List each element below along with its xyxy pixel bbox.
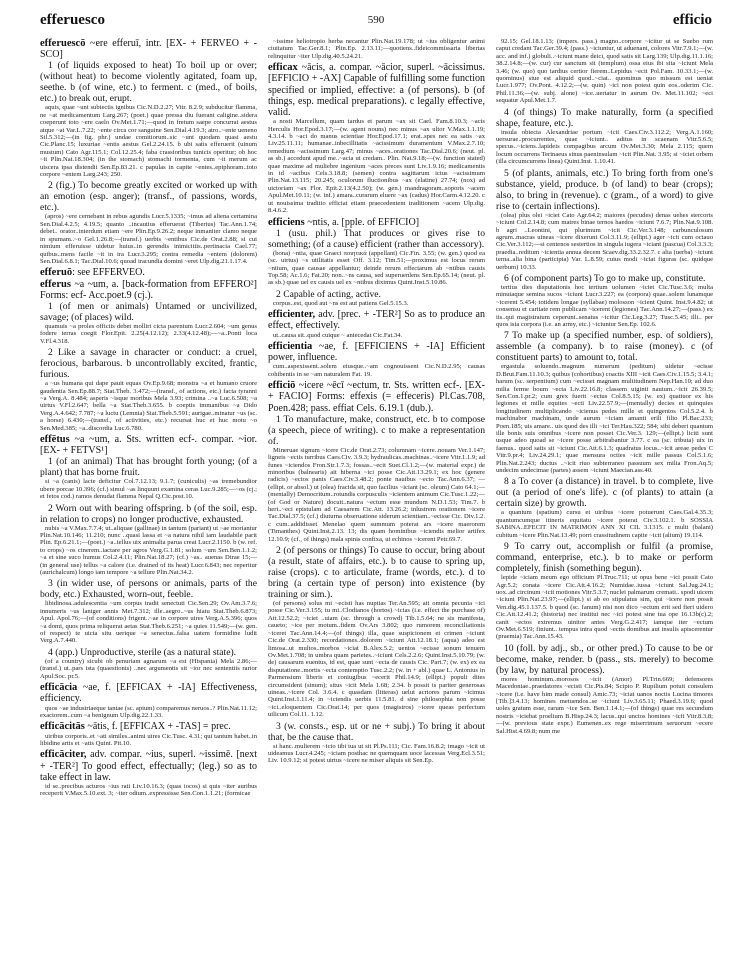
citations: a nosti Marcellum, quam tardus et parum ~ax sit Cael. Fam.8.10.3; ~acis Herculis Hor.Epod.3.17;—(w. agent nouns) nec minus ~ax ultor V.Max.1.1.19; 4.3.14. b ~aci do manus scientiae Hor.Epod.17.1; erat..spes nec ea satis ~ax Liv.25.11.11; humanae..inbecillitatis ~acissimum duramentum V.Max.2.7.10; remedium ~acissimum Larg.47; minus ~aces..orationes Tac.Dial.20.6; (neut. pl. as sb.) accedunt apud me..~acia ut credam.. Plin. Nat.9.18;—(w. function stated) quae maxime ad muliebre ingenium ~aces preces sunt Liv.1.9.16; medicamentis in id ~acibus Cels.3.18.8; (semen) contra sagittarum ictus ~acissimum Plin.Nat.13.115; 20.245; oculorum fluctionibus ~ax (elatine) 27.74; (nox) ad uictoriam ~ax Flor. Epit.2.13(4.2.50); (w. gen.) mandragoram..soporis ~acem Apul.Met.10.11; (w. inf.) amara..curarum eluere ~ax (cadus) Hor.Carm.4.12.20. c ut nouissima traditio efficiat etiam praecedentem traditionem ~acem Ulp.dig. 8.4.6.2. — [268, 118, 485, 215]
entry-headword-line — [40, 434, 257, 456]
citations: (bona) ~ntia, quae Graeci ποιητικά (appellant) Cic.Fin. 3.55; (w. gen.) quod ea (sc. uirtus) ~s utilitatis esset Off. 3.12; Tim.51;—proximus est locus rerum ~ntium, quae causae appellantur; deinde rerum effectarum ab ~ntibus causis Top.58; Ac.1.6; Fat.20; non..~ns causa, sed superuenlens Sen.Ep.65.14; (neut. pl. as sb.) quae uel ex causis uel ex ~ntibus diximus Quint.Inst.5.10.86. — [268, 249, 485, 287]
citations: libidinosa..adulescentia ~um corpus tradit senectuti Cic.Sen.29; Ov.Am.3.7.6; innumeris ~us laniger annis Met.7.312; ille..aegro..~us hiatu Stat.Theb.6.873; Apul. Apol.76;—(of conditions) frigent..~ae in corpore uires Verg.A.5.396; quos ~a domi, quos prima reliquerat aetas Stat.Theb.6.251; ~a quies 11.549;—(w. gen. of respect) te uicta situ uerique ~a senectus..falsa uatem formidine ludit Verg.A.7.440. — [40, 600, 257, 645]
lemma: efferus — [40, 278, 71, 290]
citations: 92.15; Gel.18.1.13; (impers. pass.) magno..corpore ~icitur ut se Suebo rum caput credant Tac.Ger.39.4; (pass.) ~iciuntur, ut aduenant, colores Vitr.7.9.1;—(w. acc. and inf.) globuli..~iciunt mane deici, quod satis sit Larg.139; Ulp.dig.11.1.16; 38.2.14.8;—(w. cur) cur sanctum sit (templum) ossa eius ibi sita ~iciunt Mela 3.46; (w. quo) quo tardius certior fierem..Lepidus ~ecit Pol.Fam. 10.33.1;—(w. quominus) siue est aliquid quod..~ciat.. quominus quo missum est ueniat Lucr.1.977; Ov.Pont. 4.12.2;—(w. quin) ~ici non potest quin eos..oderim Cic. Phil.11.36;—(w. subj. alone) ~ice..uertatur in aurum Ov. Met.11.102; ~eci sequatur Apul.Met.1.7. — [496, 38, 713, 105]
entry-etymology: ~ātis, f. [EFFICAX + -TAS] = prec. — [84, 721, 231, 733]
sense-definition: 7 To make up (a specified number, esp. of soldiers), assemble (a company). b to raise (money). c (of constituent parts) to amount to, total. — [496, 330, 713, 364]
running-header — [40, 12, 712, 32]
entry-headword-line — [40, 749, 257, 783]
citations: cum..aspexissent..solem eiusque..~am cognouissent Cic.N.D.2.95; causas cohibentis in se ~am naturalem Fat. 19. — [268, 363, 485, 378]
sense-definition: 1 (of liquids exposed to heat) To boil up or over; (without heat) to become violently agitated, foam up, seethe. b (of wine, etc.) to ferment. c (med., of boils, etc.) to break out, erupt. — [40, 60, 257, 105]
citations: (of a country) sicubi ob penuriam agnarum ~a est (Hispania) Mela 2.86;—(transf.) ut..pars ista (quaestionis) ..nec argumentis sit ~ior nec sententiis rarior Apul.Soc. pr.5. — [40, 657, 257, 680]
sense-definition: 5 (of plants, animals, etc.) To bring forth from one's substance, yield, produce. b (of land) to bear (crops); also, to bring in (revenue). c (gram., of a word) to give rise to (certain inflections). — [496, 167, 713, 212]
citations: uiribus corporis..et ~ati similes..animi uires Cic.Tusc. 4.31; qui tantum habet..in libidine artis et ~atis Quint. Pit.10. — [40, 732, 257, 747]
sense-definition: 2 (fig.) To become greatly excited or worked up with an emotion (esp. anger); (transf., of passions, words, etc.). — [40, 180, 257, 214]
citations: ergastula soluendo..magnum numerum (peditum) uidetur ~ecisse D.Brut.Fam.11.10.3; quibus (cohortibus) coactis XIII ~icit Caes.Civ.1.15.5; 3.4.1; harum (sc. serpentium) cum ~ecisset magnam multitudinem Nep.Han.10; ad duo milia ferme boum ~ecta Liv.22.16.8; classem uiginti nauium..~icit 26.39.5; Sen.Con.1.pr.2; cum grex fuerit ~ectus Col.8.5.15; (w. ex) quattuor ex his legiones et mille equites ~ecti Liv.22.57.9;—(mentally) decies et quinquies longitudinem multiplicando ~icienus pedes mille et quingentos Col.5.2.4. b machinabor machinam, unde aurum ~iciam amanti erili filio Pl.Bac.233; Poen.185; uis amare.. uis quod des illi ~ici Ter.Hau.322; 584; sibi deberi quantum ille bonis suis omnibus ~icere non posset Cic.Ver.3. 129;—(ellipt.) liciti sunt usque adeo quoad se ~icere posse arbitrabantur 3.77. c ea (sc. tributa) uix in faenus.. quod satis sit ~iciunt Cic.Att.6.1.3; quadratus locus..~icit areae pedes C Vitr.9.pr.4; Liv.24.29.1; quae mensura octies ~icit mille passus Col.5.1.6; Plin.Nat.2.243; ductus ..~icit riuo subterraneo passuum sex milia Fron.Aq.5; undecim undecimae (partes) assem ~iciunt Maecian.ass.40. — [496, 363, 713, 475]
lemma: efficāciter, — [40, 749, 87, 761]
entry-headword-line — [268, 341, 485, 363]
citations: si ~a (canis) lacte deficitur Col.7.12.13; 9.1.7; (cuniculis) ~as tremebundior ubere porcae 10.396; (cf.) simul ~as linquunt examina ceras Luc.9.285;—~os (cj.; et fetos cod.) ramos denudat flamma Nepal Q.Cic.post.10. — [40, 478, 257, 501]
citations: nubis ~a V.Max.7.7.4; ut..aliquae (gallinae) in tantum (pariant) ut ~ae moriantur Plin.Nat.10.146; 11.210; nunc ..quasi lassa et ~a natura nihil iam laudabile parit Plin. Ep.6.21.1;—(poet.) ~a..tellus uix animalia parua creat Lucr.2.1150. b (w. ref. to crops) ~os cinerem..iactare per agros Verg.G.1.81; solum ~um Sen.Ben.1.1.2; ~a et sine suco humus Col.2.4.11; Plin.Nat.18.27; (cf.) ~as.. auenas Dirae 15;—(in general use) tellus ~a calore (i.e. drained of its heat) Lucr.6.843; nec reperitur (aurichalcum) longo iam tempore ~a tellure Plin.Nat.34.2. — [40, 524, 257, 577]
lemma: efferuō — [40, 267, 73, 279]
sense-definition: 2 Worn out with bearing offspring. b (of the soil, esp. in relation to crops) no longer productive, exhausted. — [40, 502, 257, 525]
lemma: efficax — [268, 62, 298, 74]
entry-headword-line — [268, 217, 485, 228]
citations: (olea) plus olei ~iciet Cato Agr.64.2; maiores (pecudes) denas uehes stercoris ~iciunt Col.2.14.8; cum matres binae ternos haedos ~iciunt 7.6.7; Plin.Nat.9.108. b agri ..Leontini, qui plurimum ~icit Cic.Ver.3.148; carbunculosum agrum..macras uineas ~icere dixerunt Col.3.11.9; (ellipt.) ager ~icit cum octauo Cic.Ver.3.112;—si centenos sestertios in singula iugera ~iciant (pascua) Col.3.3.3; praedia..reditum ~icientia annua decem Scaev.dig.33.2.32.7. c alia (uerba) ~iciunt terna..alia bina (participia) Var. L.8.59; cuius modi ~iciat figuras (sc. quidque uerbum) 10.33. — [496, 211, 713, 271]
sense-definition: 4 (of things) To make naturally, form (a specified shape, feature, etc.). — [496, 106, 713, 129]
sense-definition: 2 Like a savage in character or conduct: a cruel, ferocious, barbarous. b uncontrollably excited, frantic, furious. — [40, 347, 257, 381]
entry-etymology: ~a ~um, a. Sts. written ecf-. compar. ~ior. [EX- + FETVS¹] — [40, 433, 257, 457]
lemma: efficiō — [268, 380, 296, 392]
entry-etymology: ~ācis, a. compar. ~ācior, superl. ~ācissimus. [EFFICIO + -AX] Capable of fulfilling some function specified or implied, effective: a (of persons). b (of things, esp. medical preparations). c legally effective, valid. — [268, 62, 485, 119]
column-3 — [496, 38, 713, 958]
citations: lepide ~iciam meum ego officium Pl.Truc.711; ut opus bene ~ici possit Cato Agr.5.2; conata ~icere Cic.Att.4.16.2; Numidae..iussa ~iciunt Sal.Jug.24.1; uox..ad circinum ~icit motiones Vitr.5.3.7; nuclei palmarum cremati.. spodi uicem ~iciunt Plin.Nat.23.97;—(ellipt.) si ab eo stipulatus sim, qui ~icere non possit Ven.dig.45.1.137.5. b quod (sc. fanum) nisi non dico ~ectum erit sed fieri uidero Cic.Att.12.41.2; (historia) nec institui nec ~ici potest sine tua ope 16.13b(c).2; canit ~ectos extremus uinitor antes Verg.G.2.417; iamque iter ~ectum Ov.Met.6.519; finiunt.. tempus intra quod ~ectis domibus aut insulis apiscerentur (praemia) Tac.Ann.15.43. — [496, 574, 713, 641]
entry-headword-line — [40, 38, 257, 60]
lemma: efficientia — [268, 340, 313, 352]
entry-etymology: ~ntis, a. [pple. of EFFICIO] — [304, 216, 420, 228]
lemma: efferuescō — [40, 38, 86, 49]
entry-etymology: ~a ~um, a. [back-formation from EFFERO²] Forms: ecf- Acc.poet.9 (cj.). — [40, 278, 257, 301]
citations: quamuis ~a proles officiis debet molliri cicta parentum Lucr.2.604; ~um genus fodere terras coegit Flor.Epit. 2.25(4.12.12); 2.33(4.12.48);—~a..Ponti loca V.Fl.4.318. — [40, 322, 257, 345]
entry-headword-line — [268, 309, 485, 331]
column-1 — [40, 38, 257, 958]
left-guide-word: efferuesco — [40, 12, 105, 28]
citations: id se..precibus acturos ~ius rati Liv.10.16.3; (quas iocos) si quis ~iter auribus receperit V.Max.5.10.ext. 3; ~iter odium..expressisse Sen.Con.1.1.21; (formicae — [40, 782, 257, 798]
citations: Mineruae signum ~icere Cic.de Orat.2.73; columnam ~icere..nouam Ver.1.147; ligneis ~ectis turribus Caes.Civ. 3.9.3; hydraulicas..machinas..~icere Vitr.1.1.9; ad funes ~iciendos Fron.Str.1.7.3; fossas..~ecit Suet.Cl.1.2;—(w. material expr.) de minoribus (balnearis) ait hiberna ~ici posse Cic.Att.13.29.1; ex hoc (genere radicis) ~ectos panis Caes.Civ.3.48.2; ponte nauibus ~ecto Tac.Ann.6.37; —(ellipt. or absol.) ut (olea) fracida sit, quo facilius ~iciant (sc. oleum) Cato 64.1;—(mentally) Democritum..rotundis corpusculis ~icientem animum Cic.Tusc.1.22;—(of God or Nature) docuit..natura ~ectum esse mundum N.D.1.53; Tim.7. b heri..~eci epistulam ad Caesarem Cic.Att. 13.26.2; inlustrem orationem ~icere Tac.Dial.37.5; (cf.) diuturna obseruatione siderum scientiam..~ecisse Cic. Div.1.2. c cum..addidisset Menelao quem summum poterat ars ~icere maerorem (Timanthes) Quint.Inst.2.13. 13; dis quam hominibus ~iciendis melior artifex 12.10.9; (cf., of things) mala spinis confixa, ut echinos ~icerent Petr.69.7. — [268, 446, 485, 543]
citations: corpus..est, quod aut ~ns est aut patiens Gel.5.15.3. — [273, 299, 409, 307]
sense-definition: 3 (w. consts., esp. ut or ne + subj.) To bring it about that, be the cause that. — [268, 720, 485, 743]
entry-headword-line — [268, 380, 485, 414]
citations: quos ~ae industriaeque tantae (sc. apium) comparemus neruos..? Plin.Nat.11.12; exactorem..cum ~a benignum Ulp.dig.22.1.33. — [40, 704, 257, 719]
sense-definition: 8 a To cover (a distance) in travel. b to complete, live out (a period of one's life). c (of plants) to attain (a certain size) by growth. — [496, 476, 713, 510]
entry-etymology: ~icere ~ēcī ~ectum, tr. Sts. written ecf-. [EX- + FACIO] Forms: effexis (= effeceris) Pl.Cas.708, Poen.428; pass. effiat Cels. 6.19.1 (dub.). — [268, 380, 485, 414]
entry-headword-line — [40, 682, 257, 704]
lemma: efficienter, — [268, 309, 316, 321]
citations: insula obiecta Alexandriae portum ~icit Caes.Civ.3.112.2; Verg.A.1.160; uersurae..procurrentes, quae ~iciunt.. aditus in scaenam Vitr.5.6.5; specus..~iciens..lapideis compagibus arcum Ov.Met.3.30; Mela 2.115; quem locum occurrens Terinaeus sinus paeninsulam ~icit Plin.Nat. 3.95; si ~iciet orbem (illa circumcurrens linea) Quint.Inst. 1.10.41. — [496, 128, 713, 166]
entry-headword-line — [40, 721, 257, 732]
dictionary-columns — [40, 38, 714, 958]
sense-definition: 1 (of men or animals) Untamed or uncivilized, savage; (of places) wild. — [40, 300, 257, 323]
lemma: efficācitās — [40, 721, 85, 733]
entry-etymology: ~ere efferuī, intr. [EX- + FERVEO + -SCO] — [40, 38, 257, 61]
citations: mores hominum..morosos ~icit (Amor) Pl.Trin.669; defensores Macedoniae..praedatores ~ecisti Cic.Pis.84; Scipio P. Rupilium potuit consulem ~icere (i.e. have him made consul) Amic.73; ~iciat uanos noctis Lucina timores [Tib.]3.4.13; homines metuendos..se ~iciunt Liv.3.65.11; Phaed.3.19.6; quod uoles gratum esse, rarum ~ice Sen. Ben.1.14.1;—(of things) quae res secundum nostris ~iciebat proelium B.Hisp.24.3; lacus..qui unctos homines ~icit Vitr.8.3.8;—(w. previous state expr.) Eumenen..ex rege miserrimum seruorum ~ecere Sal.Hist.4.69.8; num me — [496, 675, 713, 735]
entry-etymology: adv. compar. ~ius, superl. ~issimē. [next + -TER²] To good effect, effectually; (leg.) so as to take effect in law. — [40, 749, 257, 783]
sense-definition: 6 (of component parts) To go to make up, constitute. — [504, 272, 706, 284]
entry-etymology: adv. [prec. + -TER²] So as to produce an effect, effectively. — [268, 309, 485, 332]
sense-definition: 3 (in wider use, of persons or animals, parts of the body, etc.) Exhausted, worn-out, feeble. — [40, 578, 257, 601]
sense-definition: 1 (usu. phil.) That produces or gives rise to something; (of a cause) efficient (rather than accessory). — [268, 227, 485, 250]
lemma: efficiens — [268, 216, 305, 228]
citations: a quantum (spatium) cursu et uiribus ~icere potuerunt Caes.Gal.4.35.3; quantumcumque itineris equitatu ~icere poterat Civ.3.102.1. b SOSSIA SABINA..EFECIT IN MATRIMON ANN XI CIL 3.1315. c multi (balani) cubitum ~icere Plin.Nat.13.49; porri crassitudinem capite ~icit (alium) 19.114. — [496, 509, 713, 539]
citations: ~issime heliotropio herba necantur Plin.Nat.19.178; ut ~ius obligentur animi ciuitatum Tac.Ger.8.1; Plin.Ep. 2.13.11;—quotiens..fideicommissaria libertas relinquitur ~iter Ulp.dig.40.5.24.21. — [268, 38, 485, 60]
sense-definition: 2 (of persons or things) To cause to occur, bring about (a result, state of affairs, etc.). b to cause to spring up, raise (crops). c to articulate, frame (words, etc.). d to bring (a certain type of person) into existence (by training or sim.). — [268, 545, 485, 601]
page-number: 590 — [367, 14, 385, 26]
entry-etymology: ~ae, f. [EFFICAX + -IA] Effectiveness, efficiency. — [40, 682, 257, 705]
entry-etymology: : see EFFERVEO. — [72, 267, 145, 279]
citations: (of persons) solus mi ~ecisti has nuptias Ter.An.595; ait omnia pecunia ~ici posse Cic.Ver.3.155; tu mi..Clodianos (hortos) ~icias (i.e. effect the purchase of) Att.12.52.2; ~iciet ..uiam (sc. through a crowd) Tib.1.5.64; ne sis manifesta, caueto; ~ice per motum..fidem Ov.Ars 3.802; quo rumorem reconciliationis ~iceret Tac.Ann.14.4;—(of things) illa, quae suspicionem et crimen ~iciunt Cic.de Orat.2.330; recordationes..dolorem ~iciunt Att.12.18.1; (aqua) adeo est limosa..ut multos..morbos ~iciat B.Alex.5.2; uentos ~ecisse sonum tenuem Ov.Met.1.708; in umbra quam parietes..~iciunt Cels.2.2.6; Quint.Inst.5.10.79; (w. de) causarum euentus, id est, quae sunt ~ecta de causis Cic. Part.7; (w. ex) ex ea disputatione..mortis ~ecta contemptio Tusc.2.2; (w. in + abl.) quae L. Antonius in Parmensium liberis et coniugibus ~ecerit Phil.14.9; (ellipt.) populi dites circumsident (sinum); situs ~icit Mela 1.68; 2.34. b possit is pariter generosas uineas..~icere Col. 3.6.4. c quasdam (litteras) uelut acriores parum ~icimus Quint.Inst.1.11.4; in ~iciendis uerbis 11.5.81. d sine philosophia non posse ~ici..eloquentem Cic.Orat.14; per quos (magistros) ~icere queas perfectum uilicum Col.11. 1.12. — [268, 600, 485, 719]
sense-definition: 1 To manufacture, make, construct, etc. b to compose (a speech, piece of writing). c to make a representation of. — [268, 413, 485, 447]
lemma: effētus — [40, 433, 70, 445]
sense-definition: 4 (app.) Unproductive, sterile (as a natural state). — [48, 646, 237, 658]
right-guide-word: efficio — [672, 12, 712, 28]
citations: ut..causa sit..quod cuique ~ antecedat Cic.Fat.34. — [273, 331, 403, 339]
sense-definition: 9 To carry out, accomplish or fulfil (a promise, command, enterprise, etc.). b to make or perform completely, finish (something begun). — [496, 541, 713, 575]
citations: aquis, quae ~unt subiectis ignibus Cic.N.D.2.27; Vitr. 8.2.9; subducitur flamma, ne ~at medicamentum Larg.267; (poet.) quae pressa diu fuerant caligine..sidera coeperunt toto ~ere caelo Ov.Met.1.71;—quod in fretum saepe concurrat aestus atque ~at Var.L.7.22; ~ente circa cor sanguine Sen.Dial.4.19.3; atro..~ente ueneno Sil.5.312;—(in fig. phr.) undae comitiorum..sic ~unt quodam quasi aestu Cic.Planc.15; luxuriae ~entis aestus Gel.2.24.15. b ubi satis efferuerit (uinum mustum) Cato Agr.115.1; Col.12.25.4; faba crassioribus tunicis operitur; ob hoc ~it Plin.Nat.18.304; (in the stomach) stomachi tormenta, cum ~it merum ac uiscera ipsa distendit Sen.Ep.83.21. c papulas in capite ~entes..epiphoram..toto corpore ~entem Larg.243; 250. — [40, 104, 257, 179]
sense-definition: 10 (foll. by adj., sb., or other pred.) To cause to be or become, make, render. b (pass., sts. merely) to become (by law, by natural process). — [496, 642, 713, 676]
entry-headword-line — [268, 62, 485, 118]
citations: si hanc..mulierem ~icio tibi tua ut sit Pl.Ps.111; Cic. Fam.16.8.2; imago ~icit ut uideamus Lucr.4.245; ~iciam posthac ne quemquam uoce lacessas Verg.Ecl.3.51; Liv. 10.9.12; si potest uirtus ~icere ne miser aliquis sit Sen.Ep. — [268, 742, 485, 765]
sense-definition: 1 (of an animal) That has brought forth young; (of a plant) that has borne fruit. — [40, 456, 257, 479]
citations: tertius dies disputationis hoc tertium uolumen ~iciet Cic.Tusc.3.6; multa minutaque semina sucos ~iciunt Lucr.3.227; ea (corpora) quae..solem lunamque ~icerent 5.454; totidem longae (syllabae) molosson ~icient Quint. Inst.9.4.82; ut consensu et caritate rem publicam ~icerent (legiones) Tac.Ann.14.27;—(pass.) ex iis..qui magistratum ceperunt..senatus ~icitur Cic.Leg.3.27; Tusc.5.45; illi.. per quos ista corpora (i.e. an army, etc.) ~iciuntur Sen.Ep. 102.6. — [496, 283, 713, 328]
citations: (apros) ~ere cernebant in rebus agundis Lucr.5.1335; ~imus ad aliena certamina Sen.Dial.4.2.5; 4.19.5; quanto ..incautius efferuerat (Tiberius) Tac.Ann.1.74; debet.. orator..interdum etiam ~ere Plin.Ep.9.26.2; neque inmaniter clamo neque in spumam..~o Gel.1.26.8;—(transf.) uerbis ~entibus Cic.de Orat.2.88; si cui nimium efferuisse uidetur huius..in gerendis inimicitiis..pertinacia Cael.77; quibus..mens facile ~it in ira Lucr.3.295; contra remedia ~entem (dolorem) Sen.Dial.6.8.1; Tac.Dial.10.6; quoad iracundia domini ~eret Ulp.dig.21.1.17.4. — [40, 213, 257, 265]
lemma: efficācia — [40, 682, 78, 694]
citations: a ~us humana qui dape pauit equas Ov.Ep.9.68; monstra ~a et humano cruore gaudentia Sen.Ep.88.7; Stat.Theb. 3.472;—(transf., of actions, etc.) facta tyranni ~a Verg.A. 8.484; asperis ~isque moribus Mela 3.93; crimina ..~a Luc.6.508; ~a uirtus V.Fl.2.647; bella ~a Stat.Theb.3.655. b coeptis immanibus ~a Dido Verg.A.4.642; 7.787; ~a luctu (Lemnia) Stat.Theb.5.591; aurigae..minatur ~us (sc. a horse) 6.430;—(transf., of activities, etc.) recursat huc et huc motu ~o Sen.Med.385; ~a..discordia Luc.6.780. — [40, 380, 257, 432]
entry-headword-line — [40, 267, 257, 278]
entry-etymology: ~ae, f. [EFFICIENS + -IA] Efficient power, influence. — [268, 340, 485, 364]
sense-definition: 2 Capable of acting, active. — [276, 288, 381, 300]
column-2 — [268, 38, 485, 958]
entry-headword-line — [40, 279, 257, 301]
